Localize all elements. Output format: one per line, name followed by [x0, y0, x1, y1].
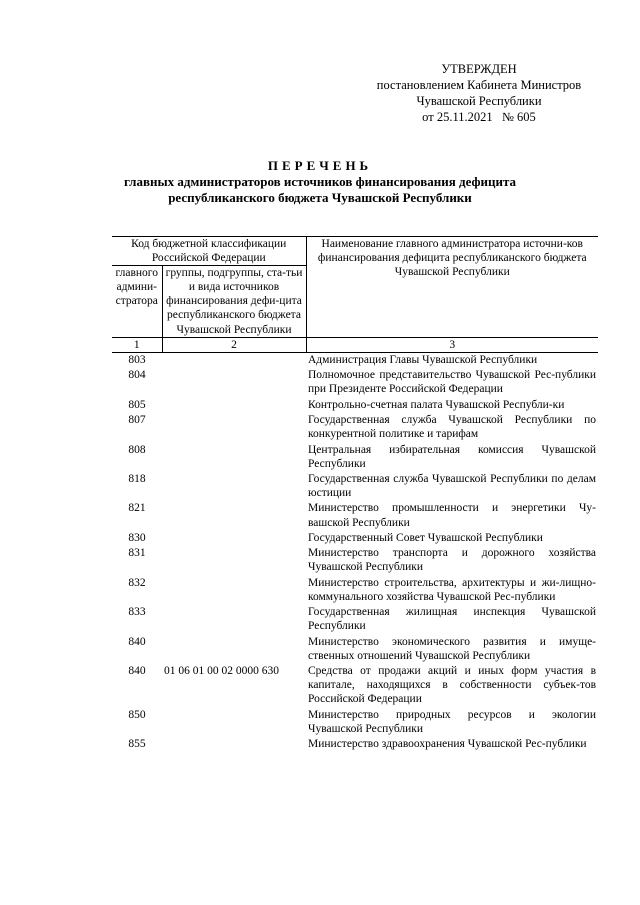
- source-code: [162, 605, 306, 634]
- admin-code: 840: [128, 665, 146, 678]
- administrator-name: Контрольно-счетная палата Чувашской Республи-ки: [308, 398, 565, 411]
- table-row: [112, 501, 598, 530]
- table-row: [112, 398, 598, 413]
- header-name-column: Наименование главного администратора источни-ков финансирования дефицита республиканского бюджета Чувашской Республики: [306, 237, 598, 338]
- source-code: [162, 737, 306, 752]
- administrator-name: Государственный Совет Чувашской Республики: [308, 531, 543, 544]
- table-row: [112, 576, 598, 605]
- table-row: [112, 664, 598, 708]
- approval-date-number: от 25.11.2021 № 605: [422, 110, 536, 124]
- approval-title: УТВЕРЖДЕН: [441, 62, 517, 76]
- admin-code: 805: [128, 398, 146, 411]
- administrator-name: Государственная служба Чувашской Республики по делам юстиции: [308, 472, 596, 500]
- administrator-name: Министерство транспорта и дорожного хозяйства Чувашской Республики: [308, 547, 596, 574]
- source-code: [162, 531, 306, 546]
- source-code: [162, 472, 306, 501]
- administrator-name: Государственная жилищная инспекция Чувашской Республики: [308, 606, 596, 633]
- approval-stamp: [360, 61, 598, 125]
- admin-code: 831: [128, 547, 146, 560]
- source-code: [162, 708, 306, 737]
- admin-code: 804: [128, 369, 146, 382]
- column-number-2: 2: [162, 337, 306, 352]
- administrator-name: Центральная избирательная комиссия Чувашской Республики: [308, 443, 596, 470]
- table-row: [112, 443, 598, 472]
- source-code: [162, 398, 306, 413]
- column-number-1: 1: [112, 337, 162, 352]
- title-line-1: главных администраторов источников финансирования дефицита: [123, 174, 517, 189]
- administrator-name: Средства от продажи акций и иных форм участия в капитале, находящихся в собственности субъек-тов Российской Федерации: [308, 665, 596, 706]
- administrator-name: Министерство природных ресурсов и экологии Чувашской Республики: [308, 708, 596, 735]
- source-code: [162, 413, 306, 442]
- source-code: [162, 368, 306, 397]
- admin-code: 808: [128, 443, 146, 456]
- admin-code: 803: [128, 353, 146, 366]
- administrator-name: Государственная служба Чувашской Республики по конкурентной политике и тарифам: [308, 414, 596, 441]
- administrator-name: Министерство здравоохранения Чувашской Рес-публики: [308, 738, 587, 751]
- admin-code: 833: [128, 606, 146, 619]
- document-title: [0, 158, 640, 206]
- table-row: [112, 368, 598, 397]
- source-code: [162, 501, 306, 530]
- table-row: [112, 413, 598, 442]
- table-row: [112, 605, 598, 634]
- admin-code: 850: [128, 708, 146, 721]
- administrators-table: [112, 236, 598, 753]
- source-code: [162, 352, 306, 368]
- admin-code: 807: [128, 414, 146, 427]
- table-row: [112, 472, 598, 501]
- table-body: [112, 352, 598, 752]
- header-code-group: Код бюджетной классификации Российской Федерации: [112, 237, 306, 266]
- admin-code: 840: [128, 635, 146, 648]
- header-code-column: группы, подгруппы, ста-тьи и вида источников финансирования дефи-цита республиканского бюджета Чувашской Республики: [162, 266, 306, 337]
- table-row: [112, 708, 598, 737]
- administrator-name: Администрация Главы Чувашской Республики: [308, 353, 538, 366]
- title-line-2: республиканского бюджета Чувашской Республики: [168, 190, 472, 205]
- table-row: [112, 635, 598, 664]
- source-code: [162, 546, 306, 575]
- administrator-name: Министерство промышленности и энергетики Чу-вашской Республики: [308, 502, 596, 529]
- administrator-name: Министерство строительства, архитектуры и жи-лищно-коммунального хозяйства Чувашской Рес-публики: [308, 576, 596, 603]
- table-row: [112, 352, 598, 368]
- header-admin-column: главного админи-стратора: [112, 266, 162, 337]
- admin-code: 855: [128, 738, 146, 751]
- administrator-name: Министерство экономического развития и имуще-ственных отношений Чувашской Республики: [308, 635, 596, 662]
- administrator-name: Полномочное представительство Чувашской Рес-публики при Президенте Российской Федерации: [308, 369, 596, 396]
- approval-republic: Чувашской Республики: [416, 94, 542, 108]
- table-row: [112, 531, 598, 546]
- source-code: 01 06 01 00 02 0000 630: [164, 665, 279, 678]
- table-row: [112, 737, 598, 752]
- column-number-3: 3: [306, 337, 598, 352]
- admin-code: 818: [128, 472, 146, 485]
- admin-code: 830: [128, 531, 146, 544]
- table-row: [112, 546, 598, 575]
- source-code: [162, 443, 306, 472]
- admin-code: 832: [128, 576, 146, 589]
- title-heading: ПЕРЕЧЕНЬ: [267, 158, 373, 173]
- source-code: [162, 635, 306, 664]
- source-code: [162, 576, 306, 605]
- approval-issuer: постановлением Кабинета Министров: [376, 78, 582, 92]
- admin-code: 821: [128, 502, 146, 515]
